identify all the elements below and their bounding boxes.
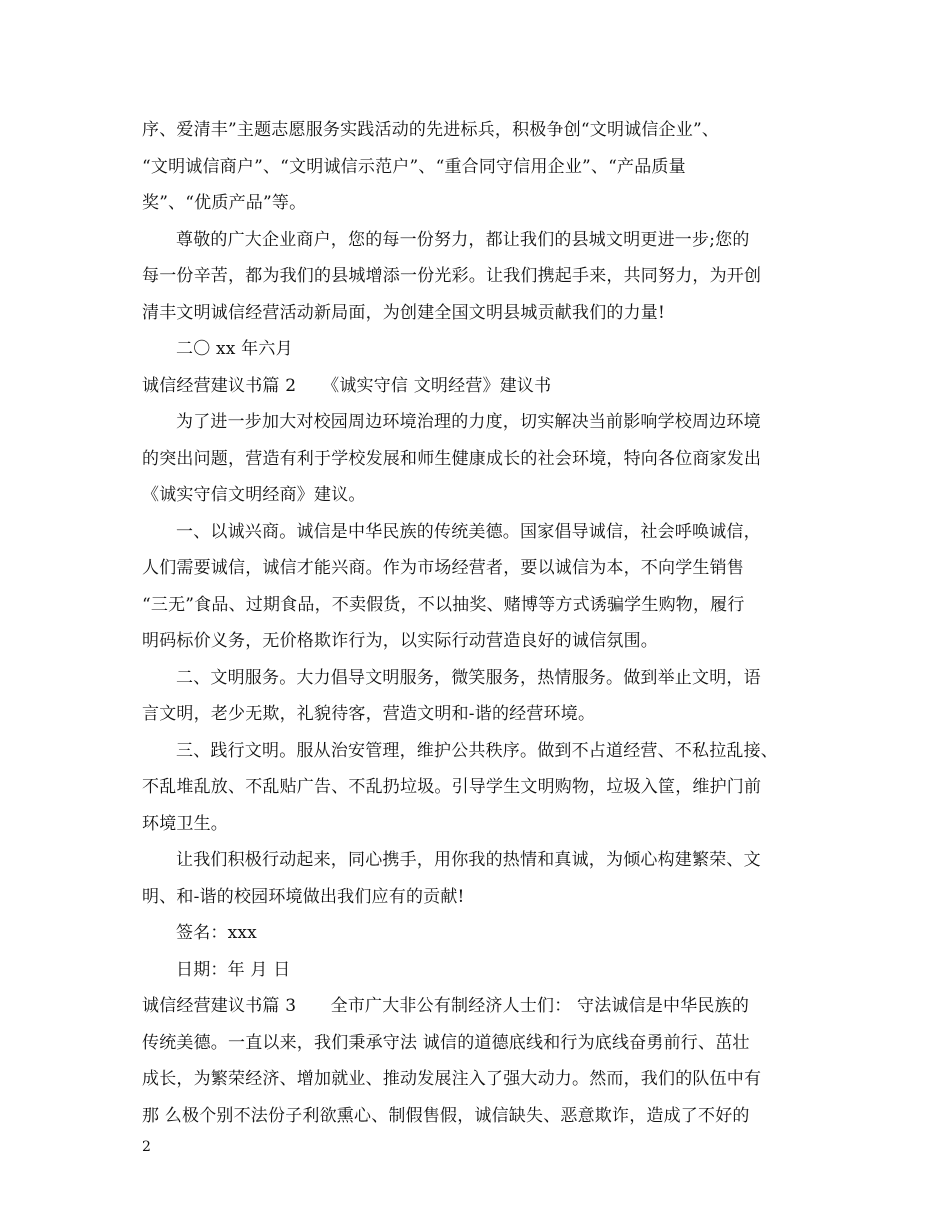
text-line: 每一份辛苦，都为我们的县城增添一份光彩。让我们携起手来，共同努力，为开创 [142,266,762,286]
text-line: 《诚实守信文明经商》建议。 [142,485,366,505]
text-line: 成长，为繁荣经济、增加就业、推动发展注入了强大动力。然而，我们的队伍中有 [142,1069,762,1089]
text-line: 环境卫生。 [142,813,228,834]
text-line: “文明诚信商户”、“文明诚信示范户”、“重合同守信用企业”、“产品质量 [142,156,686,177]
text-line: “三无”食品、过期食品，不卖假货，不以抽奖、赌博等方式诱骗学生购物，履行 [142,594,745,615]
text-line: 传统美德。一直以来，我们秉承守法 诚信的道德底线和行为底线奋勇前行、茁壮 [142,1032,750,1053]
text-line: 人们需要诚信，诚信才能兴商。作为市场经营者，要以诚信为本，不向学生销售 [142,558,744,578]
text-line: 一、以诚兴商。诚信是中华民族的传统美德。国家倡导诚信，社会呼唤诚信， [176,521,761,542]
text-line: 明、和-谐的校园环境做出我们应有的贡献! [142,886,465,907]
text-line: 诚信经营建议书篇 3 全市广大非公有制经济人士们： 守法诚信是中华民族的 [142,996,750,1016]
text-line: 二、文明服务。大力倡导文明服务，微笑服务，热情服务。做到举止文明，语 [176,667,761,688]
text-line: 奖”、“优质产品”等。 [142,193,307,213]
text-line: 签名：xxx [176,923,257,943]
text-line: 的突出问题，营造有利于学校发展和师生健康成长的社会环境，特向各位商家发出 [142,448,762,469]
text-line: 明码标价义务，无价格欺诈行为，以实际行动营造良好的诚信氛围。 [142,631,658,651]
text-line: 诚信经营建议书篇 2 《诚实守信 文明经营》建议书 [142,375,552,396]
page-number: 2 [142,1139,151,1155]
text-line: 为了进一步加大对校园周边环境治理的力度，切实解决当前影响学校周边环境 [176,412,761,432]
text-line: 让我们积极行动起来，同心携手，用你我的热情和真诚，为倾心构建繁荣、文 [176,850,761,870]
text-line: 不乱堆乱放、不乱贴广告、不乱扔垃圾。引导学生文明购物，垃圾入筐，维护门前 [142,777,762,797]
text-line: 二〇 xx 年六月 [176,339,293,359]
text-line: 序、爱清丰”主题志愿服务实践活动的先进标兵，积极争创“文明诚信企业”、 [142,120,720,140]
text-line: 清丰文明诚信经营活动新局面，为创建全国文明县城贡献我们的力量! [142,302,666,323]
body-text [142,112,822,1134]
text-line: 那 么极个别不法份子利欲熏心、制假售假，诚信缺失、恶意欺诈，造成了不好的 [142,1105,750,1126]
text-line: 三、践行文明。服从治安管理，维护公共秩序。做到不占道经营、不私拉乱接、 [176,740,778,761]
text-line: 日期：年 月 日 [176,959,291,980]
text-line: 言文明，老少无欺，礼貌待客，营造文明和-谐的经营环境。 [142,704,596,724]
text-line: 尊敬的广大企业商户，您的每一份努力，都让我们的县城文明更进一步;您的 [176,229,750,250]
